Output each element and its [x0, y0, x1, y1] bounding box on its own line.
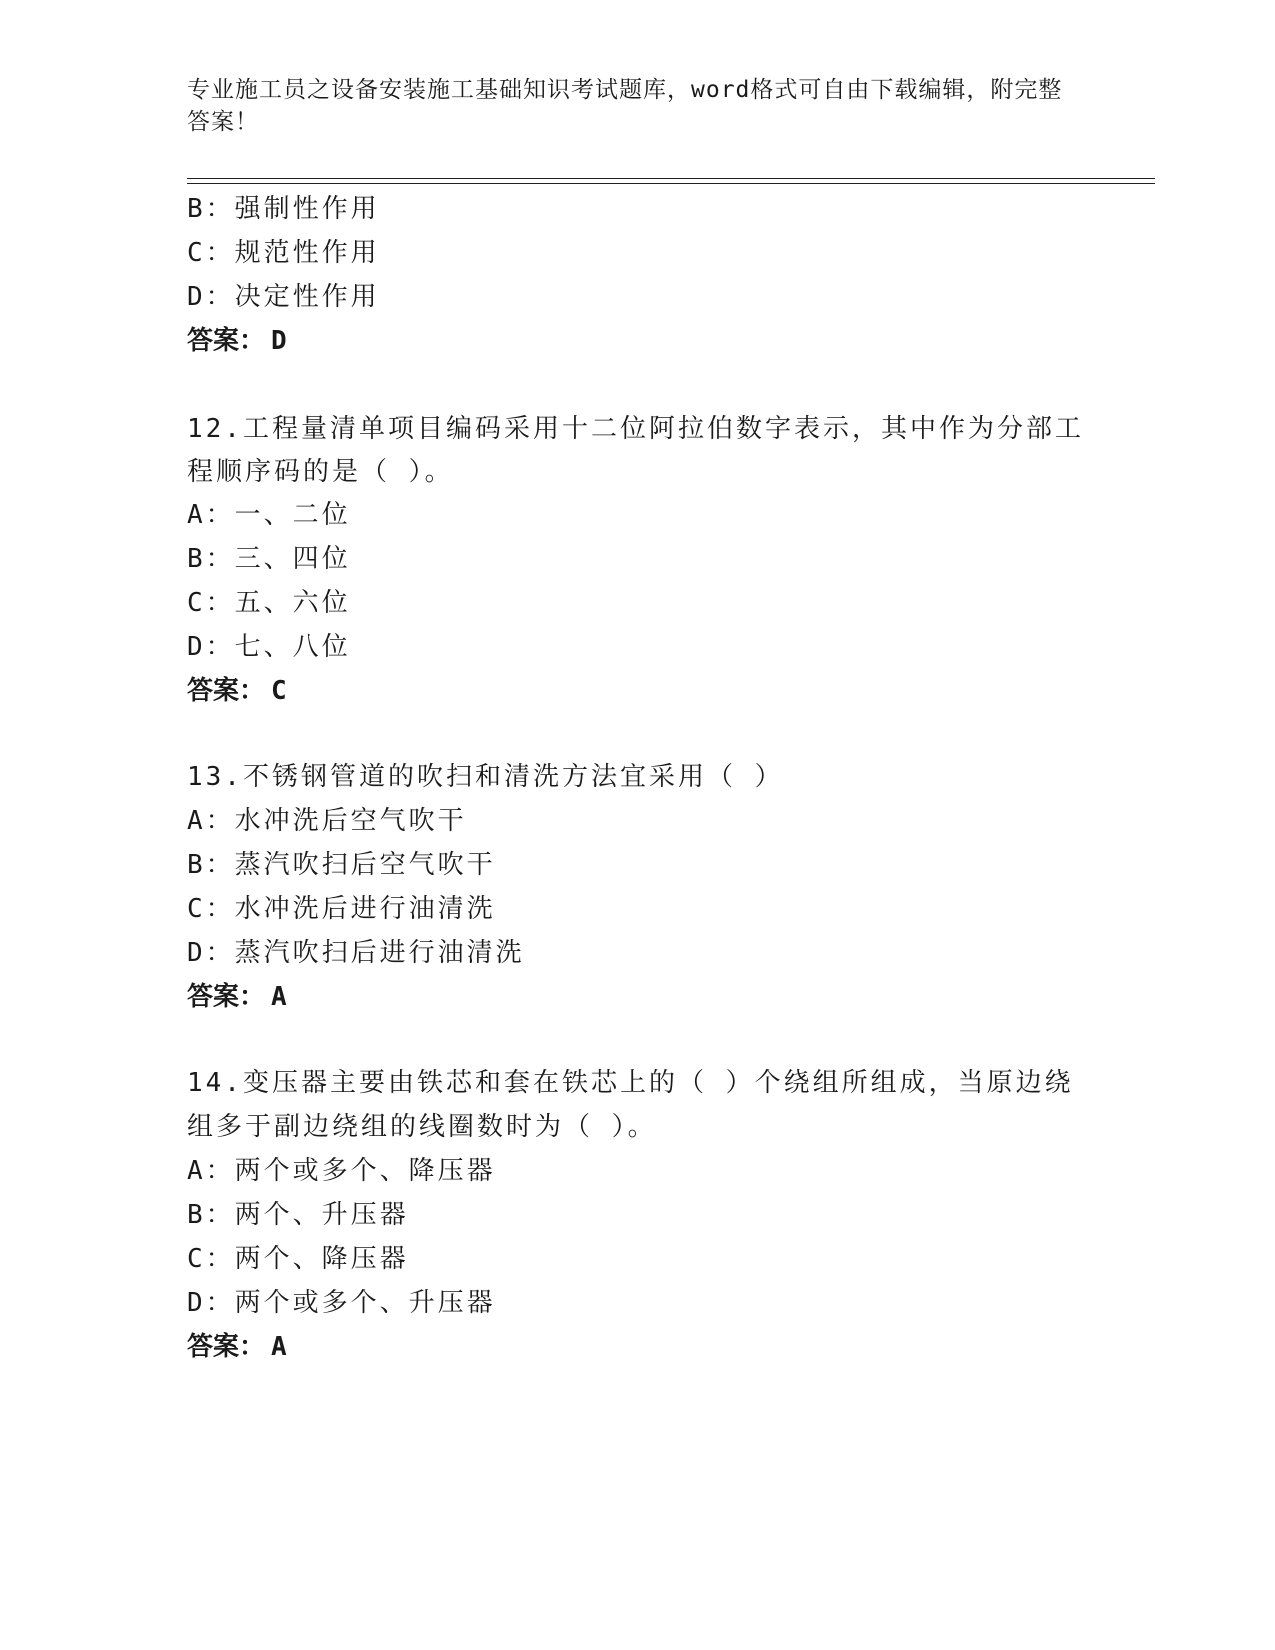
document-header: 专业施工员之设备安装施工基础知识考试题库，word格式可自由下载编辑，附完整答案！ [187, 77, 1063, 135]
answer-line [187, 674, 287, 708]
answer-value: A [271, 1332, 287, 1362]
option-b: B：三、四位 [187, 544, 351, 574]
header-divider-top [187, 178, 1155, 179]
answer-line [187, 980, 287, 1014]
answer-label: 答案： [187, 982, 266, 1012]
option-c: C：两个、降压器 [187, 1244, 409, 1274]
answer-label: 答案： [187, 676, 266, 706]
answer-label: 答案： [187, 1332, 266, 1362]
option-c: C：规范性作用 [187, 238, 380, 268]
option-c: C：五、六位 [187, 588, 351, 618]
option-c: C：水冲洗后进行油清洗 [187, 894, 496, 924]
option-b: B：两个、升压器 [187, 1200, 409, 1230]
answer-value: D [271, 326, 287, 356]
option-a: A：水冲洗后空气吹干 [187, 806, 467, 836]
answer-line [187, 324, 287, 358]
option-d: D：决定性作用 [187, 282, 380, 312]
question-13-stem-line1: 13.不锈钢管道的吹扫和清洗方法宜采用（ ） [187, 762, 784, 792]
question-12-stem-line2: 程顺序码的是（ ）。 [187, 457, 454, 487]
answer-label: 答案： [187, 326, 266, 356]
question-14-stem-line2: 组多于副边绕组的线圈数时为（ ）。 [187, 1112, 657, 1142]
option-d: D：两个或多个、升压器 [187, 1288, 496, 1318]
option-b: B：强制性作用 [187, 194, 380, 224]
question-14-stem-line1: 14.变压器主要由铁芯和套在铁芯上的（ ）个绕组所组成，当原边绕 [187, 1068, 1074, 1098]
answer-value: A [271, 982, 287, 1012]
option-d: D：七、八位 [187, 632, 351, 662]
option-b: B：蒸汽吹扫后空气吹干 [187, 850, 496, 880]
question-12-stem-line1: 12.工程量清单项目编码采用十二位阿拉伯数字表示，其中作为分部工 [187, 414, 1084, 444]
answer-line [187, 1330, 287, 1364]
option-a: A：两个或多个、降压器 [187, 1156, 496, 1186]
answer-value: C [271, 676, 287, 706]
option-d: D：蒸汽吹扫后进行油清洗 [187, 938, 525, 968]
header-divider-bottom [187, 183, 1155, 184]
option-a: A：一、二位 [187, 500, 351, 530]
